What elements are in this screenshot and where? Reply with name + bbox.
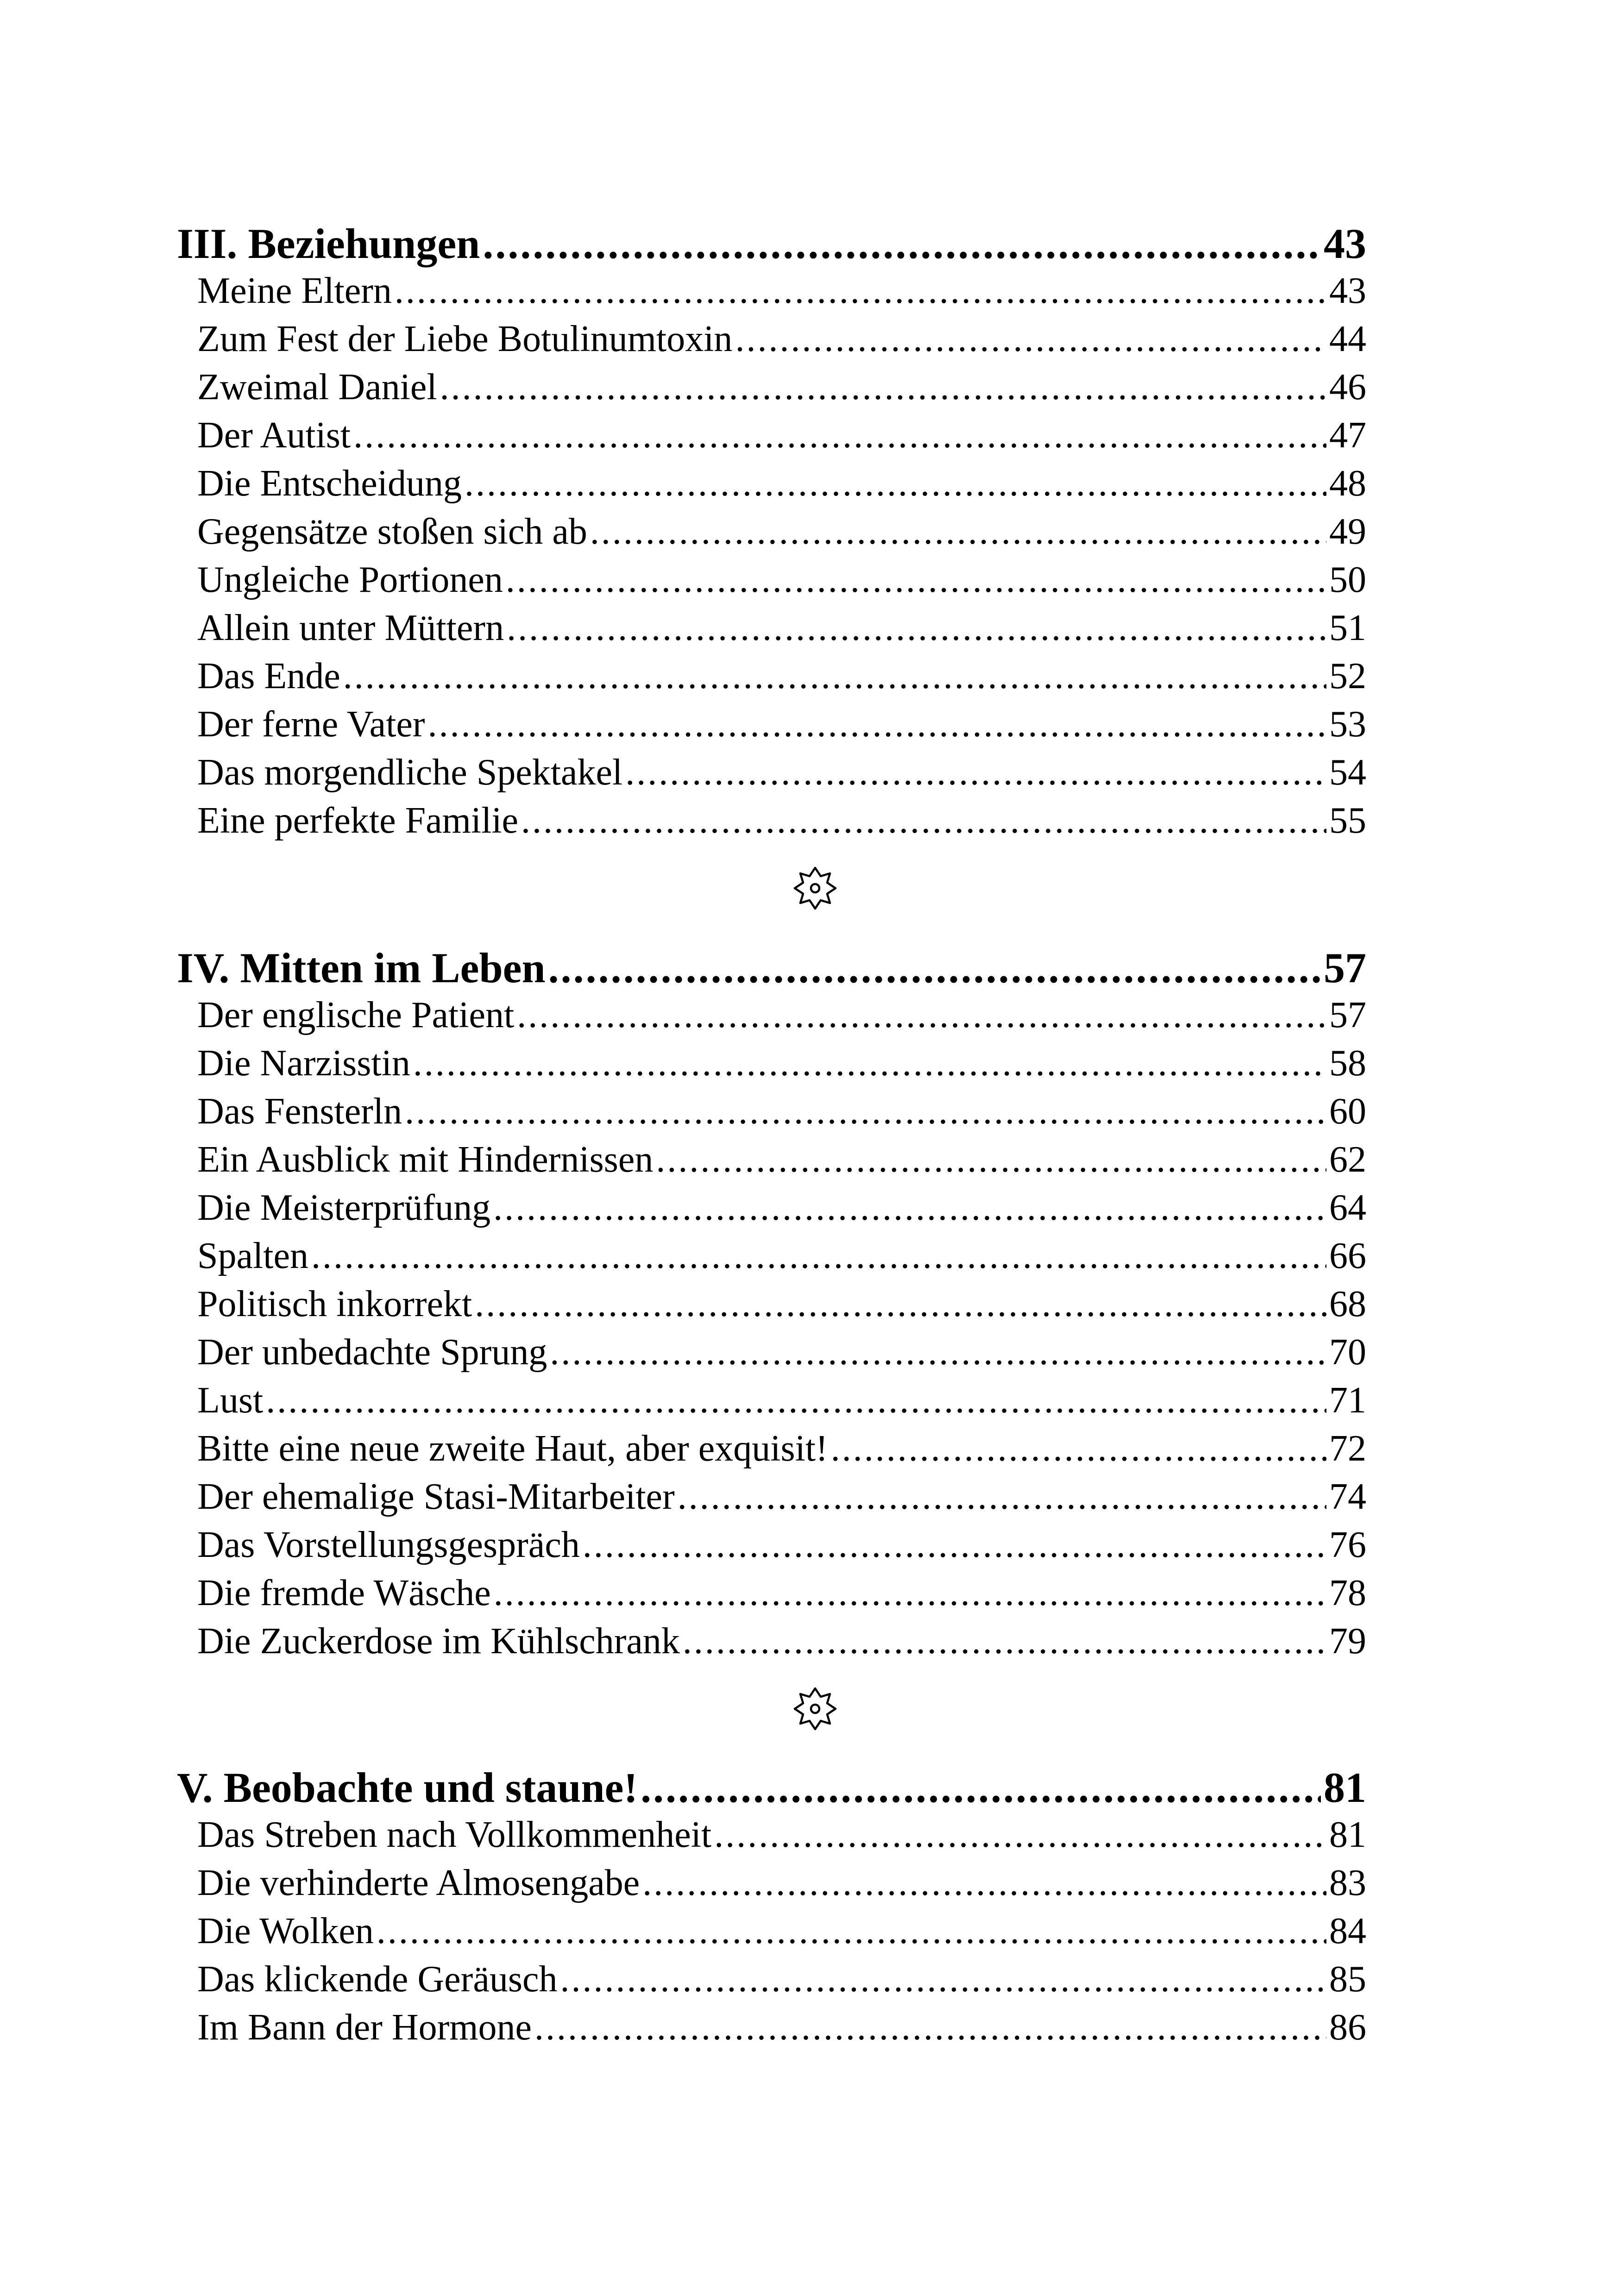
toc-heading-page: 43 (1324, 220, 1366, 267)
toc-entry (177, 267, 1366, 315)
toc-entry-page: 74 (1329, 1476, 1366, 1517)
toc-entry (177, 700, 1366, 748)
toc-heading-3 (177, 219, 1366, 269)
toc-entry (177, 1569, 1366, 1617)
toc-heading-title: III. Beziehungen (177, 220, 480, 267)
toc-heading-page: 57 (1324, 944, 1366, 991)
toc-entry-title: Die Meisterprüfung (197, 1187, 491, 1228)
toc-entry-page: 43 (1329, 270, 1366, 311)
toc-entry-title: Der englische Patient (197, 995, 515, 1035)
toc-entry-page: 70 (1329, 1332, 1366, 1373)
toc-entry (177, 2003, 1366, 2051)
dot-leader (583, 1521, 1326, 1569)
toc-entry (177, 411, 1366, 459)
toc-entry-title: Gegensätze stoßen sich ab (197, 511, 587, 552)
toc-entry-page: 54 (1329, 752, 1366, 793)
toc-entry-page: 76 (1329, 1524, 1366, 1565)
dot-leader (475, 1280, 1326, 1328)
dot-leader (483, 219, 1321, 269)
toc-entry-page: 64 (1329, 1187, 1366, 1228)
dot-leader (493, 1184, 1326, 1232)
toc-entry-title: Politisch inkorrekt (197, 1284, 472, 1324)
dot-leader (548, 943, 1321, 993)
dot-leader (494, 1569, 1326, 1617)
dot-leader (656, 1135, 1326, 1184)
toc-entry-page: 55 (1329, 800, 1366, 841)
toc-entry (177, 1521, 1366, 1569)
toc-entry (177, 363, 1366, 411)
toc-entry-title: Das Vorstellungsgespräch (197, 1524, 580, 1565)
toc-entry-page: 66 (1329, 1236, 1366, 1276)
toc-entry-page: 44 (1329, 319, 1366, 359)
toc-entry (177, 604, 1366, 652)
toc-entry (177, 797, 1366, 845)
toc-entry (177, 1617, 1366, 1665)
dot-leader (625, 748, 1326, 797)
toc-entry (177, 1376, 1366, 1424)
toc-entry-page: 46 (1329, 367, 1366, 408)
toc-entry-title: Die fremde Wäsche (197, 1573, 491, 1613)
toc-entry (177, 1473, 1366, 1521)
toc-entry-title: Der ehemalige Stasi-Mitarbeiter (197, 1476, 675, 1517)
toc-entry-title: Das Fensterln (197, 1091, 402, 1132)
compass-star-icon (792, 1686, 838, 1732)
toc-entry (177, 556, 1366, 604)
toc-entry-title: Das morgendliche Spektakel (197, 752, 623, 793)
dot-leader (831, 1424, 1326, 1473)
toc-entry-page: 47 (1329, 415, 1366, 456)
toc-entry-page: 49 (1329, 511, 1366, 552)
dot-leader (521, 797, 1326, 845)
toc-entry-page: 71 (1329, 1380, 1366, 1421)
toc-entry-page: 57 (1329, 995, 1366, 1035)
toc-entry-title: Im Bann der Hormone (197, 2007, 532, 2048)
toc-entry-page: 85 (1329, 1959, 1366, 2000)
toc-heading-page: 81 (1324, 1764, 1366, 1811)
toc-entry-title: Das klickende Geräusch (197, 1959, 558, 2000)
toc-entry (177, 315, 1366, 363)
toc-entry-title: Die Wolken (197, 1911, 374, 1951)
dot-leader (343, 652, 1326, 700)
toc-heading-5 (177, 1763, 1366, 1813)
toc-entry-page: 68 (1329, 1284, 1366, 1324)
toc-heading-title: V. Beobachte und staune! (177, 1764, 638, 1811)
toc-entry (177, 1811, 1366, 1859)
toc-entry-title: Der Autist (197, 415, 351, 456)
toc-entry-page: 81 (1329, 1814, 1366, 1855)
compass-star-icon (792, 865, 838, 911)
toc-entry-title: Spalten (197, 1236, 308, 1276)
toc-entry-page: 51 (1329, 608, 1366, 648)
toc-entry-page: 48 (1329, 463, 1366, 504)
toc-entry-title: Ungleiche Portionen (197, 559, 503, 600)
dot-leader (353, 411, 1326, 459)
toc-heading-4 (177, 943, 1366, 993)
toc-entry-title: Lust (197, 1380, 264, 1421)
toc-entry-page: 50 (1329, 559, 1366, 600)
dot-leader (642, 1859, 1326, 1907)
toc-entry-title: Bitte eine neue zweite Haut, aber exquisit! (197, 1428, 828, 1469)
toc-entry-title: Die verhinderte Almosengabe (197, 1863, 640, 1903)
toc-entry-title: Ein Ausblick mit Hindernissen (197, 1139, 653, 1180)
toc-entry-page: 79 (1329, 1621, 1366, 1662)
toc-section-5 (177, 1763, 1366, 2051)
toc-entry-page: 60 (1329, 1091, 1366, 1132)
toc-entry (177, 1859, 1366, 1907)
toc-entry-title: Die Zuckerdose im Kühlschrank (197, 1621, 680, 1662)
dot-leader (517, 991, 1326, 1039)
toc-entry (177, 1039, 1366, 1087)
toc-entry-page: 62 (1329, 1139, 1366, 1180)
dot-leader (377, 1907, 1326, 1955)
toc-entry (177, 1184, 1366, 1232)
dot-leader (550, 1328, 1326, 1376)
toc-entry (177, 1135, 1366, 1184)
toc-entry-page: 58 (1329, 1043, 1366, 1084)
dot-leader (266, 1376, 1326, 1424)
toc-entry-page: 83 (1329, 1863, 1366, 1903)
dot-leader (590, 508, 1326, 556)
toc-entry-title: Die Narzisstin (197, 1043, 410, 1084)
dot-leader (683, 1617, 1326, 1665)
toc-entry (177, 1087, 1366, 1135)
toc-entry (177, 1328, 1366, 1376)
toc-entry-title: Das Ende (197, 656, 340, 696)
toc-entry-title: Zweimal Daniel (197, 367, 437, 408)
toc-section-4 (177, 943, 1366, 1665)
dot-leader (678, 1473, 1326, 1521)
toc-entry-page: 72 (1329, 1428, 1366, 1469)
toc-entry (177, 1424, 1366, 1473)
dot-leader (641, 1763, 1321, 1813)
toc-entry (177, 748, 1366, 797)
toc-entry (177, 991, 1366, 1039)
toc-entry-title: Der ferne Vater (197, 704, 425, 745)
toc-entry-title: Die Entscheidung (197, 463, 462, 504)
toc-entry (177, 1280, 1366, 1328)
dot-leader (506, 556, 1326, 604)
toc-entry (177, 1955, 1366, 2003)
toc-entry-title: Zum Fest der Liebe Botulinumtoxin (197, 319, 733, 359)
dot-leader (311, 1232, 1326, 1280)
toc-entry-title: Der unbedachte Sprung (197, 1332, 547, 1373)
toc-entry-page: 52 (1329, 656, 1366, 696)
dot-leader (465, 459, 1326, 508)
dot-leader (560, 1955, 1326, 2003)
dot-leader (534, 2003, 1326, 2051)
dot-leader (428, 700, 1326, 748)
toc-entry (177, 459, 1366, 508)
toc-entry (177, 1907, 1366, 1955)
toc-section-3 (177, 219, 1366, 845)
dot-leader (413, 1039, 1326, 1087)
toc-entry-title: Meine Eltern (197, 270, 392, 311)
toc-entry-page: 78 (1329, 1573, 1366, 1613)
dot-leader (395, 267, 1326, 315)
toc-entry-page: 84 (1329, 1911, 1366, 1951)
toc-heading-title: IV. Mitten im Leben (177, 944, 546, 991)
dot-leader (714, 1811, 1326, 1859)
toc-entry-page: 86 (1329, 2007, 1366, 2048)
toc-entry-title: Allein unter Müttern (197, 608, 504, 648)
dot-leader (440, 363, 1326, 411)
toc-entry (177, 508, 1366, 556)
dot-leader (507, 604, 1326, 652)
toc-entry-page: 53 (1329, 704, 1366, 745)
toc-entry-title: Das Streben nach Vollkommenheit (197, 1814, 712, 1855)
toc-entry (177, 1232, 1366, 1280)
toc-entry (177, 652, 1366, 700)
dot-leader (735, 315, 1326, 363)
dot-leader (405, 1087, 1326, 1135)
toc-entry-title: Eine perfekte Familie (197, 800, 519, 841)
